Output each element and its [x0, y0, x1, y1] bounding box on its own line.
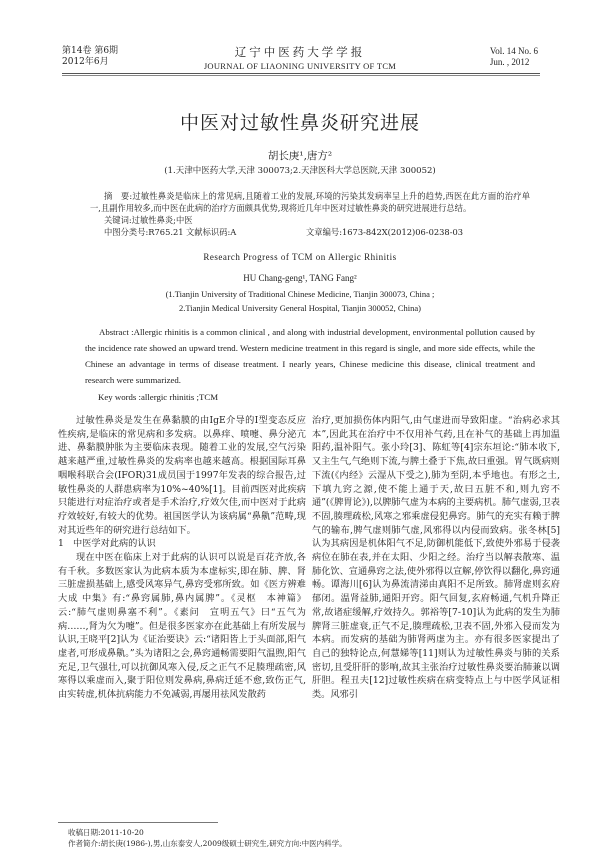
abstract-cn: 摘 要:过敏性鼻炎是临床上的常见病,且随着工业的发展,环境的污染其发病率呈上升的趋势,西医在此方面的治疗单一,且副作用较多,而中医在此病的治疗方面颇具优势,现将近几年中医对过敏性鼻炎的研究进展进行总结。: [90, 191, 530, 213]
body-column-right: [312, 414, 560, 702]
english-abstract: Abstract :Allergic rhinitis is a common clinical , and along with industrial development, environmental pollution caused by the incidence rate showed an upward trend. Western medicine treatment in this regard is single, and more side effects, while the Chinese an advantage in terms of disease treatment. I nearly years, Chinese medicine this disease, clinical treatment and research were summarized.: [85, 327, 535, 385]
classification-line: [104, 226, 524, 238]
body-column-left: [58, 414, 306, 702]
header-rule: [62, 73, 540, 74]
journal-name-cn: 辽宁中医药大学学报: [234, 45, 366, 59]
footnote-rule: [58, 822, 218, 823]
article-number: 文章编号:1673-842X(2012)06-0238-03: [306, 227, 464, 237]
body-paragraph: 过敏性鼻炎是发生在鼻黏膜的由IgE介导的Ⅰ型变态反应性疾病,是临床的常见病和多发病。以鼻痒、喷嚏、鼻分泌亢进、鼻黏膜肿胀为主要临床表现。随着工业的发展,空气污染越来越严重,过敏性鼻炎的发病率也越来越高。根据国际耳鼻咽喉科联合会(IFOR)31成员国于1997年发表的综合报告,过敏性鼻炎的人群患病率为10%~40%[1]。目前西医对此疾病只能进行对症治疗或者是手术治疗,疗效欠佳,而中医对于此病疗效较好,有较大的优势。祖国医学认为该病属“鼻鼽”范畴,现对其近些年的研究进行总结如下。: [58, 415, 306, 536]
english-affiliation-2: 2.Tianjin Medical University General Hospital, Tianjin 300052, China): [179, 303, 421, 313]
article-title: 中医对过敏性鼻炎研究进展: [179, 112, 420, 134]
body-paragraph: 治疗,更加损伤体内阳气,由气虚进而导致阳虚。“治病必求其本”,因此其在治疗中不仅用补气药,且在补气的基础上再加温阳药,温补阳气。张小玲[3]、陈虹等[4]宗东垣论:“肺本收下,又主生气,气绝则下流,与脾土叠于下焦,故曰重强。胃气既病则下流(《内经》云湿从下受之),肺为至阴,本乎地也。有形之土,下填九窍之源,使不能上通于天,故曰五脏不和,则九窍不通”(《脾胃论》),以脾肺气虚为本病的主要病机。肺气虚弱,卫表不固,腠理疏松,风寒之邪乘虚侵犯鼻窍。肺气的充实有赖于脾气的输布,脾气虚则肺气虚,风邪得以内侵而致病。张冬林[5]认为其病因是机体阳气不足,防御机能低下,致使外邪易于侵袭病位在肺在表,并在太阳、少阳之经。治疗当以解表散寒、温肺化饮、宣通鼻窍之法,使外邪得以宣解,停饮得以翻化,鼻窍通畅。谭海川[6]认为鼻流清涕由真阳不足所致。肺肾虚则玄府郁闭。温肾益肺,通阳开窍。阳气回复,玄府畅通,气机升降正常,故诸症缓解,疗效持久。郭裕等[7-10]认为此病的发生为肺脾肾三脏虚衰,正气不足,腠理疏松,卫表不固,外邪入侵而发为本病。而发病的基础为肺肾两虚为主。亦有很多医家提出了自己的独特论点,何慧娣等[11]则认为过敏性鼻炎与肺的关系密切,且受肝肝的影响,故其主张治疗过敏性鼻炎要治肺兼以调肝胆。程丑夫[12]过敏性疾病在病变特点上与中医学风证相类。风邪引: [312, 415, 560, 701]
author-bio: 作者简介:胡长庚(1986-),男,山东泰安人,2009级硕士研究生,研究方向:中医内科学。: [68, 839, 347, 848]
affiliation: (1.天津中医药大学,天津 300073;2.天津医科大学总医院,天津 300052): [164, 166, 436, 176]
english-authors: HU Chang-geng¹, TANG Fang²: [243, 273, 357, 283]
body-paragraph: 现在中医在临床上对于此病的认识可以说是百花齐放,各有千秋。多数医家认为此病本质为本虚标实,即在肺、脾、肾三脏虚损基础上,感受风寒异气,鼻窍受邪所致。如《医方辨难大成 中集》有:“鼻窍属肺,鼻内属脾”。《灵枢 本神篇》云:“肺气虚则鼻塞不利”。《素问 宣明五气》曰“五气为病……,肾为欠为嚏”。但是很多医家亦在此基础上有所发展与认识,王晓平[2]认为《证治要诀》云:“诸阳皆上于头面部,阳气虚者,可形成鼻鼽。”头为诸阳之会,鼻窍通畅需要阳气温煦,阳气充足,卫气强壮,可以抗御风寒入侵,反之正气不足腠理疏密,风寒得以乘虚而入,聚于阳位则发鼻病,鼻病迁延不愈,致伤正气,由实转虚,机体抗病能力不免减弱,再屡用祛风发散药: [58, 552, 306, 701]
volume-issue-en: Vol. 14 No. 6: [489, 46, 538, 56]
header-rule-thin: [62, 75, 540, 76]
publication-date-cn: 2012年6月: [62, 57, 109, 67]
journal-name-en: JOURNAL OF LIAONING UNIVERSITY OF TCM: [203, 61, 397, 71]
publication-date-en: Jun. , 2012: [489, 57, 530, 67]
document-code: 文献标识码:A: [186, 227, 237, 237]
clc-number: 中图分类号:R765.21: [104, 227, 184, 237]
received-date: 收稿日期:2011-10-20: [68, 828, 144, 837]
english-affiliation-1: (1.Tianjin University of Traditional Chinese Medicine, Tianjin 300073, China ;: [165, 289, 435, 299]
english-keywords: Key words :allergic rhinitis ;TCM: [98, 392, 219, 402]
section-heading: 1 中医学对此病的认识: [58, 538, 156, 550]
footnotes: [68, 827, 347, 849]
english-title: Research Progress of TCM on Allergic Rhinitis: [203, 252, 397, 262]
volume-issue: 第14卷 第6期: [62, 46, 119, 56]
journal-volume-info-en: [490, 46, 538, 68]
authors: 胡长庚¹,唐方²: [267, 150, 333, 162]
keywords-cn: 关键词:过敏性鼻炎;中医: [104, 215, 193, 225]
